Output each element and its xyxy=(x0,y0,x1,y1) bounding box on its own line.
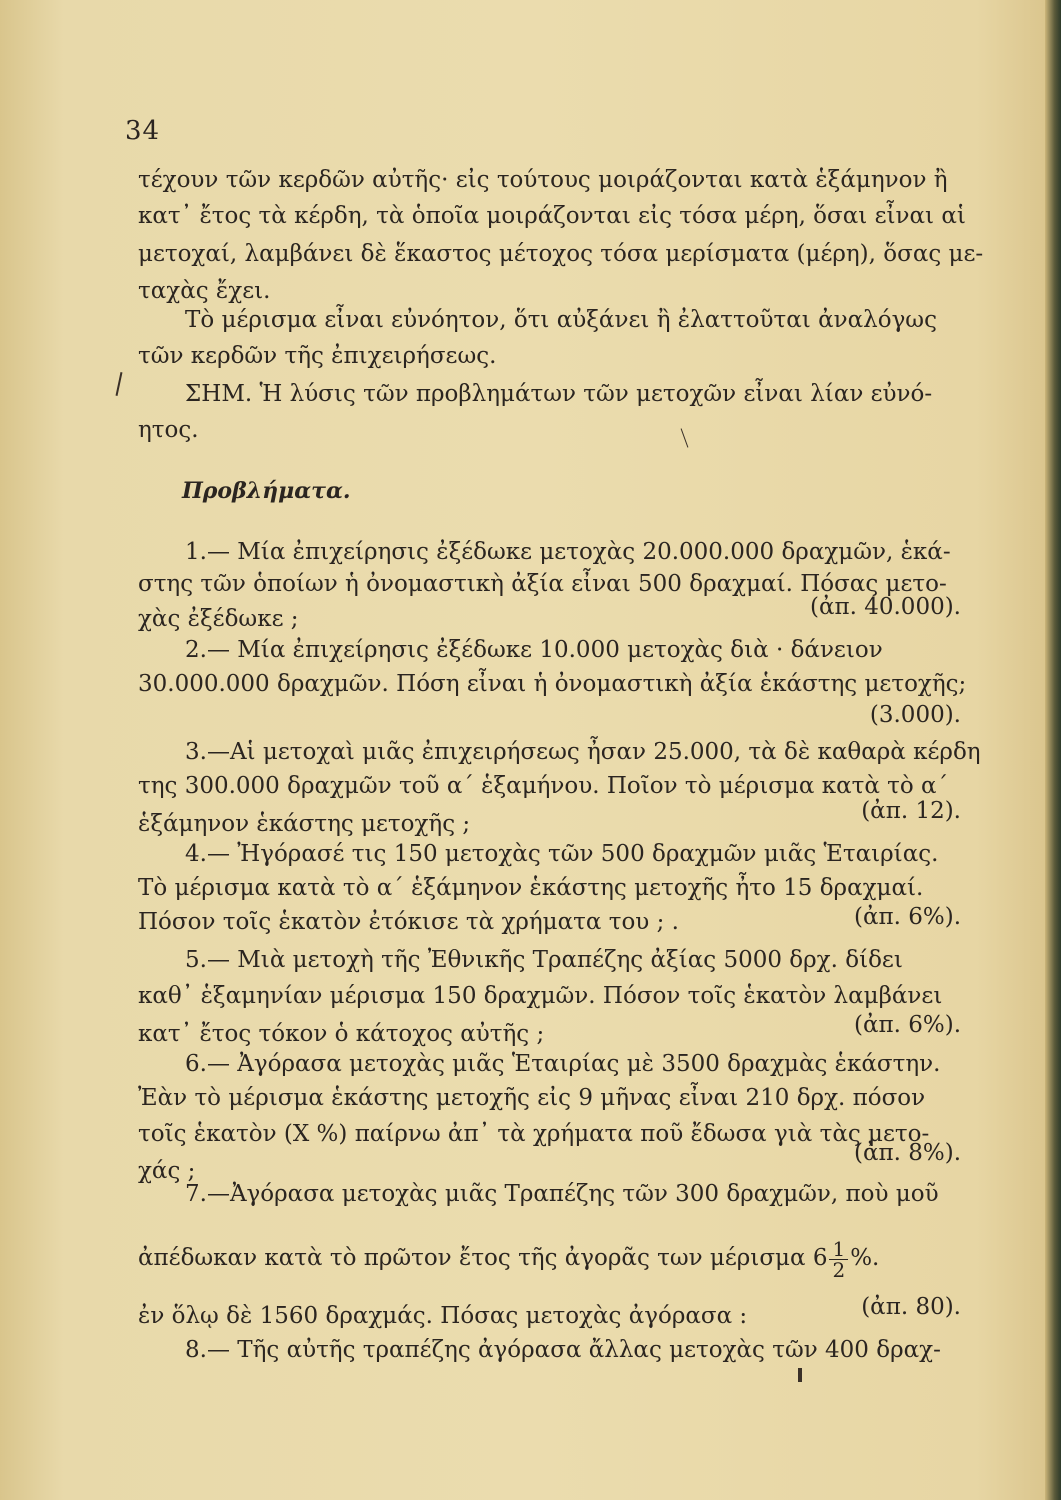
answer: (ἀπ. 6%). xyxy=(853,904,961,930)
problem-line: Ἐὰν τὸ μέρισμα ἑκάστης μετοχῆς εἰς 9 μῆνας εἶναι 210 δρχ. πόσον xyxy=(138,1085,926,1111)
page-number: 34 xyxy=(125,116,161,146)
page-edge xyxy=(1045,0,1061,1500)
problem-line: της 300.000 δραχμῶν τοῦ α΄ ἑξαμήνου. Ποῖον τὸ μέρισμα κατὰ τὸ α΄ xyxy=(138,773,949,799)
problem-line: τοῖς ἑκατὸν (X %) παίρνω ἀπ᾽ τὰ χρήματα ποῦ ἔδωσα γιὰ τὰς μετο- xyxy=(138,1121,930,1147)
answer: (3.000). xyxy=(869,702,961,728)
problem-line: ἑξάμηνον ἑκάστης μετοχῆς ; xyxy=(138,811,471,837)
problem-line: 2.— Μία ἐπιχείρησις ἐξέδωκε 10.000 μετοχὰς διὰ · δάνειον xyxy=(185,637,883,663)
text-line: Τὸ μέρισμα εἶναι εὐνόητον, ὅτι αὐξάνει ἢ ἐλαττοῦται ἀναλόγως xyxy=(185,307,937,333)
fraction-suffix: %. xyxy=(850,1245,880,1271)
problem-line: χὰς ἐξέδωκε ; xyxy=(138,606,299,632)
problem-line: 3.—Αἱ μετοχαὶ μιᾶς ἐπιχειρήσεως ἦσαν 25.000, τὰ δὲ καθαρὰ κέρδη xyxy=(185,739,981,765)
answer: (ἀπ. 80). xyxy=(861,1294,961,1320)
text-line: κατ᾽ ἔτος τὰ κέρδη, τὰ ὁποῖα μοιράζονται εἰς τόσα μέρη, ὅσαι εἶναι αἱ xyxy=(138,203,966,229)
text-line: ταχὰς ἔχει. xyxy=(138,278,271,304)
text-line: τῶν κερδῶν τῆς ἐπιχειρήσεως. xyxy=(138,343,497,369)
problem-line: 6.— Ἀγόρασα μετοχὰς μιᾶς Ἑταιρίας μὲ 3500 δραχμὰς ἑκάστην. xyxy=(185,1051,941,1077)
problem-line: Τὸ μέρισμα κατὰ τὸ α΄ ἑξάμηνον ἑκάστης μετοχῆς ἦτο 15 δραχμαί. xyxy=(138,875,924,901)
problem-line: χάς ; xyxy=(138,1158,196,1184)
problem-line-with-fraction xyxy=(138,1230,958,1286)
text-line: ΣΗΜ. Ἡ λύσις τῶν προβλημάτων τῶν μετοχῶν εἶναι λίαν εὐνό- xyxy=(185,381,933,407)
problem-line: 5.— Μιὰ μετοχὴ τῆς Ἐθνικῆς Τραπέζης ἀξίας 5000 δρχ. δίδει xyxy=(185,947,903,973)
text-line: τέχουν τῶν κερδῶν αὐτῆς· εἰς τούτους μοιράζονται κατὰ ἑξάμηνον ἢ xyxy=(138,167,948,193)
fraction-numerator: 1 xyxy=(829,1239,848,1260)
text-line: ητος. xyxy=(138,417,199,443)
problem-line: 8.— Τῆς αὐτῆς τραπέζης ἀγόρασα ἄλλας μετοχὰς τῶν 400 δραχ- xyxy=(185,1337,941,1363)
problem-line: στης τῶν ὁποίων ἡ ὀνομαστικὴ ἀξία εἶναι 500 δραχμαί. Πόσας μετο- xyxy=(138,571,947,597)
section-heading: Προβλήματα. xyxy=(182,478,351,504)
answer: (ἀπ. 40.000). xyxy=(809,594,961,620)
stray-mark xyxy=(798,1368,802,1382)
fraction xyxy=(829,1236,848,1282)
problem-line: κατ᾽ ἔτος τόκον ὁ κάτοχος αὐτῆς ; xyxy=(138,1021,545,1047)
problem-line: Πόσον τοῖς ἑκατὸν ἐτόκισε τὰ χρήματα του ; . xyxy=(138,909,679,935)
fraction-denominator: 2 xyxy=(832,1257,846,1282)
answer: (ἀπ. 12). xyxy=(861,798,961,824)
problem-line: 7.—Ἀγόρασα μετοχὰς μιᾶς Τραπέζης τῶν 300 δραχμῶν, ποὺ μοῦ xyxy=(185,1181,939,1207)
problem-line: καθ᾽ ἑξαμηνίαν μέρισμα 150 δραχμῶν. Πόσον τοῖς ἑκατὸν λαμβάνει xyxy=(138,983,943,1009)
problem-line: 1.— Μία ἐπιχείρησις ἐξέδωκε μετοχὰς 20.000.000 δραχμῶν, ἑκά- xyxy=(185,539,951,565)
problem-line: 30.000.000 δραχμῶν. Πόση εἶναι ἡ ὀνομαστικὴ ἀξία ἑκάστης μετοχῆς; xyxy=(138,671,967,697)
answer: (ἀπ. 8%). xyxy=(853,1140,961,1166)
answer: (ἀπ. 6%). xyxy=(853,1012,961,1038)
problem-line: ἐν ὅλῳ δὲ 1560 δραχμάς. Πόσας μετοχὰς ἀγόρασα : xyxy=(138,1303,748,1329)
text-line: μετοχαί, λαμβάνει δὲ ἕκαστος μέτοχος τόσα μερίσματα (μέρη), ὅσας με- xyxy=(138,241,984,267)
problem-line-text: ἀπέδωκαν κατὰ τὸ πρῶτον ἔτος τῆς ἀγορᾶς των μέρισμα 6 xyxy=(138,1245,828,1271)
problem-line: 4.— Ἠγόρασέ τις 150 μετοχὰς τῶν 500 δραχμῶν μιᾶς Ἑταιρίας. xyxy=(185,841,939,867)
